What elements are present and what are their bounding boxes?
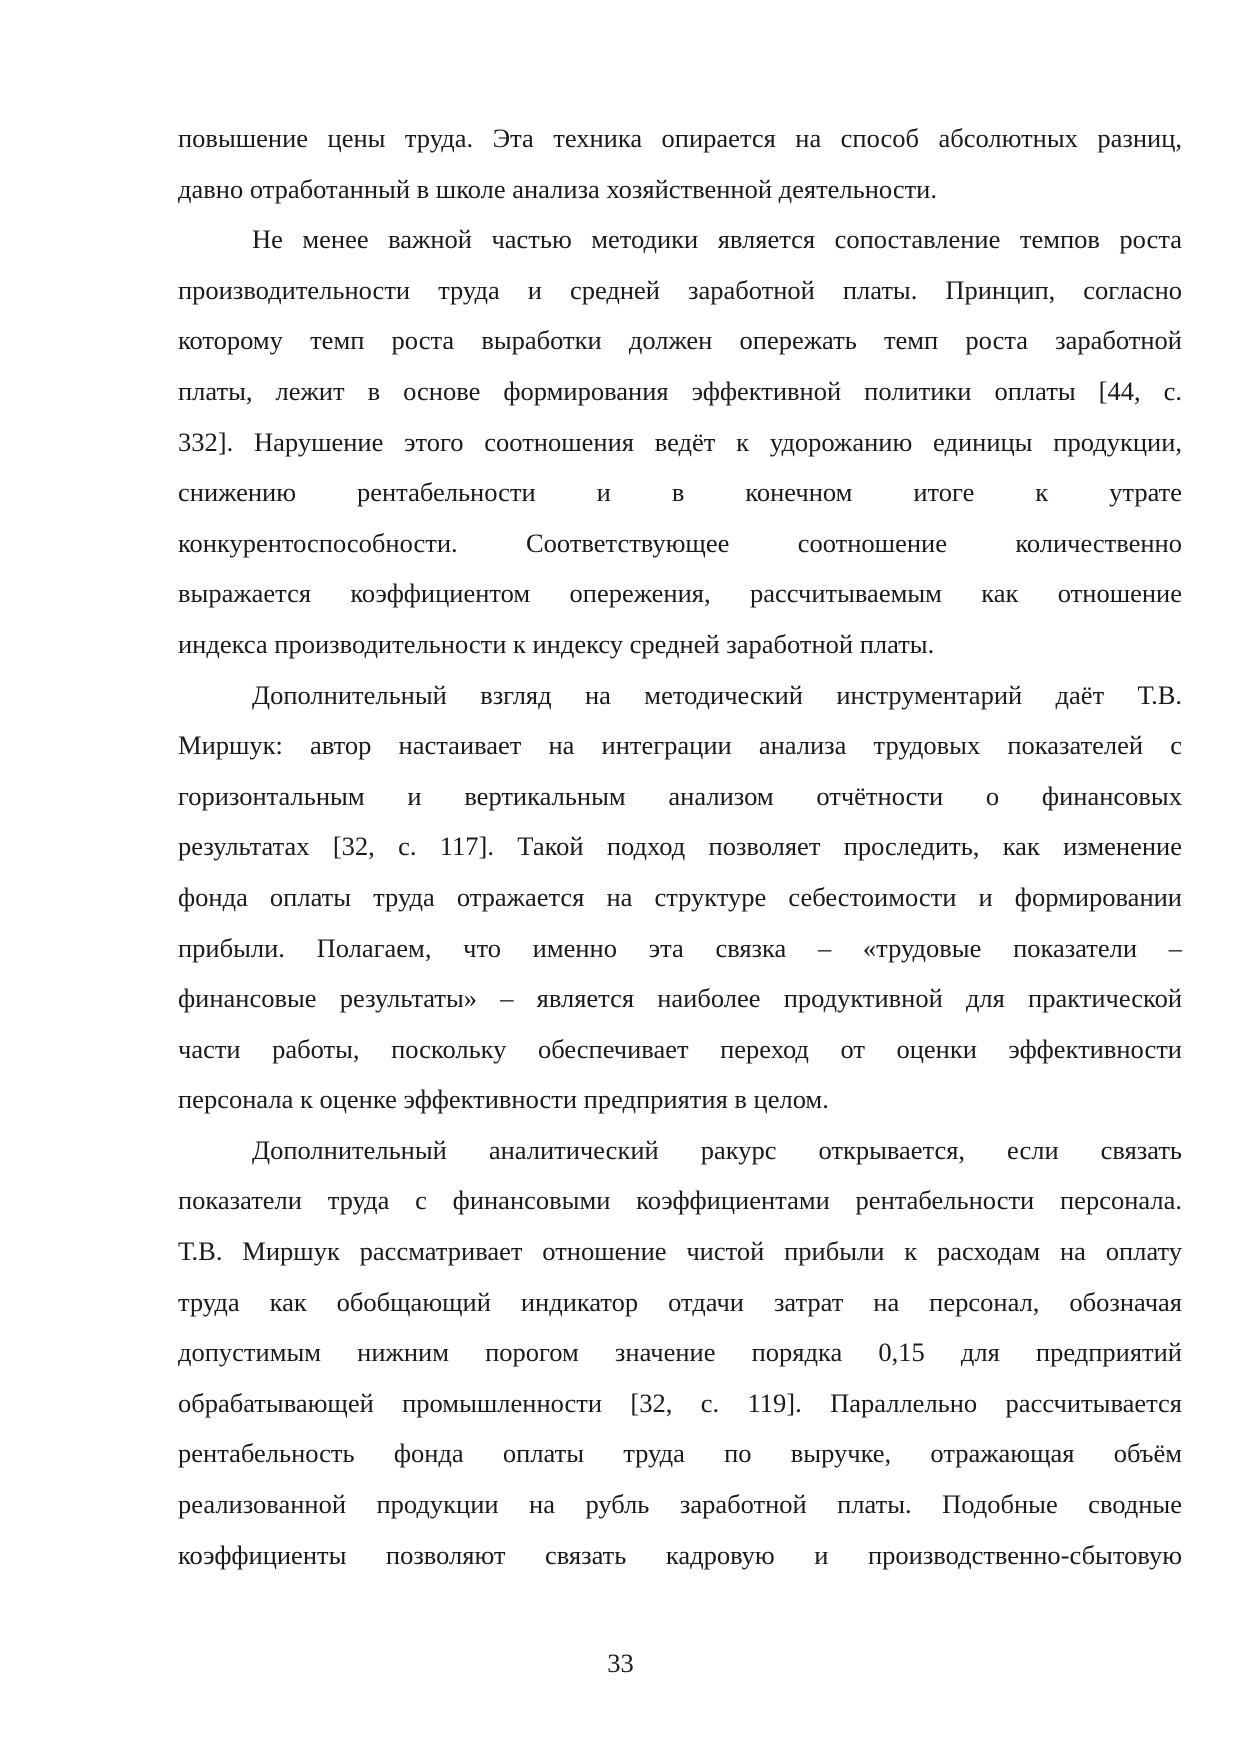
text-line: реализованной продукции на рубль заработной платы. Подобные сводные (178, 1489, 1182, 1520)
paragraph (178, 214, 1182, 669)
text-line: коэффициенты позволяют связать кадровую и производственно-сбытовую (178, 1539, 1182, 1570)
document-body (178, 113, 1182, 1580)
text-line: финансовые результаты» – является наиболее продуктивной для практической (178, 983, 1182, 1014)
text-line: выражается коэффициентом опережения, рассчитываемым как отношение (178, 578, 1182, 609)
text-line: которому темп роста выработки должен опережать темп роста заработной (178, 325, 1182, 356)
text-line: рентабельность фонда оплаты труда по выручке, отражающая объём (178, 1438, 1182, 1469)
text-line: 332]. Нарушение этого соотношения ведёт к удорожанию единицы продукции, (178, 426, 1182, 457)
text-line: показатели труда с финансовыми коэффициентами рентабельности персонала. (178, 1185, 1182, 1216)
text-line: снижению рентабельности и в конечном итоге к утрате (178, 477, 1182, 508)
text-line: конкурентоспособности. Соответствующее соотношение количественно (178, 527, 1182, 558)
page-number: 33 (607, 1648, 634, 1678)
text-line: горизонтальным и вертикальным анализом отчётности о финансовых (178, 780, 1182, 811)
text-line: Миршук: автор настаивает на интеграции анализа трудовых показателей с (178, 730, 1182, 761)
text-line: персонала к оценке эффективности предприятия в целом. (178, 1084, 829, 1115)
text-line: давно отработанный в школе анализа хозяйственной деятельности. (178, 173, 937, 204)
text-line: части работы, поскольку обеспечивает переход от оценки эффективности (178, 1033, 1182, 1064)
text-line: Т.В. Миршук рассматривает отношение чистой прибыли к расходам на оплату (178, 1236, 1182, 1267)
paragraph (178, 113, 1182, 214)
text-line: индекса производительности к индексу средней заработной платы. (178, 628, 935, 659)
text-line: Дополнительный взгляд на методический инструментарий даёт Т.В. (252, 679, 1182, 710)
text-line: обрабатывающей промышленности [32, с. 119]. Параллельно рассчитывается (178, 1387, 1182, 1418)
text-line: допустимым нижним порогом значение порядка 0,15 для предприятий (178, 1337, 1182, 1368)
text-line: Не менее важной частью методики является сопоставление темпов роста (252, 224, 1182, 255)
text-line: платы, лежит в основе формирования эффективной политики оплаты [44, с. (178, 375, 1182, 406)
text-line: прибыли. Полагаем, что именно эта связка – «трудовые показатели – (178, 932, 1182, 963)
text-line: фонда оплаты труда отражается на структуре себестоимости и формировании (178, 881, 1182, 912)
text-line: производительности труда и средней заработной платы. Принцип, согласно (178, 274, 1182, 305)
text-line: повышение цены труда. Эта техника опирается на способ абсолютных разниц, (178, 123, 1182, 153)
paragraph (178, 1125, 1182, 1580)
text-line: результатах [32, с. 117]. Такой подход позволяет проследить, как изменение (178, 831, 1182, 862)
paragraph (178, 670, 1182, 1125)
text-line: труда как обобщающий индикатор отдачи затрат на персонал, обозначая (178, 1286, 1182, 1317)
text-line: Дополнительный аналитический ракурс открывается, если связать (252, 1134, 1182, 1165)
